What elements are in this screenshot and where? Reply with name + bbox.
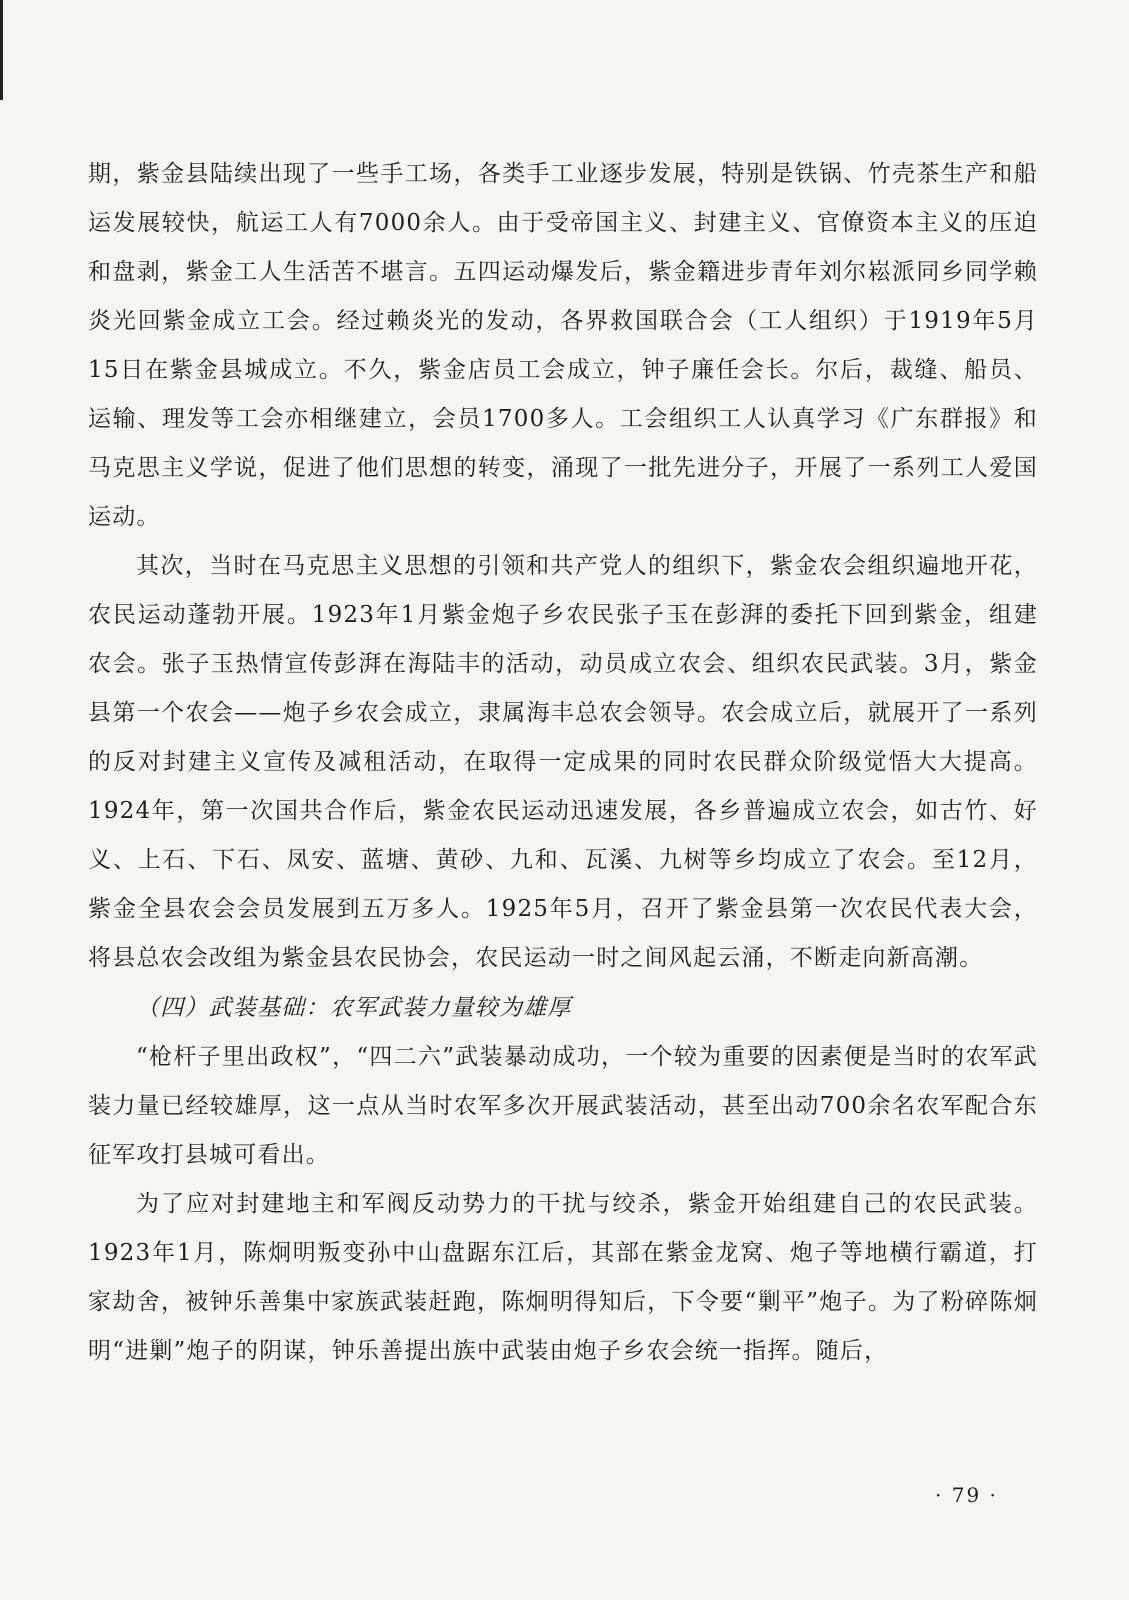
paragraph-workers-movement: 期，紫金县陆续出现了一些手工场，各类手工业逐步发展，特别是铁锅、竹壳茶生产和船运发展较快，航运工人有7000余人。由于受帝国主义、封建主义、官僚资本主义的压迫和盘剥，紫金工人生活苦不堪言。五四运动爆发后，紫金籍进步青年刘尔崧派同乡同学赖炎光回紫金成立工会。经过赖炎光的发动，各界救国联合会（工人组织）于1919年5月15日在紫金县城成立。不久，紫金店员工会成立，钟子廉任会长。尔后，裁缝、船员、运输、理发等工会亦相继建立，会员1700多人。工会组织工人认真学习《广东群报》和马克思主义学说，促进了他们思想的转变，涌现了一批先进分子，开展了一系列工人爱国运动。 (88, 161, 1038, 530)
section-heading-armed-foundation: （四）武装基础：农军武装力量较为雄厚 (136, 995, 572, 1021)
paragraph-peasant-armed-forces: 为了应对封建地主和军阀反动势力的干扰与绞杀，紫金开始组建自己的农民武装。1923年1月，陈炯明叛变孙中山盘踞东江后，其部在紫金龙窝、炮子等地横行霸道，打家劫舍，被钟乐善集中家族武装赶跑，陈炯明得知后，下令要“剿平”炮子。为了粉碎陈炯明“进剿”炮子的阴谋，钟乐善提出族中武装由炮子乡农会统一指挥。随后， (88, 1191, 1038, 1364)
paragraph-armed-strength: “枪杆子里出政权”，“四二六”武装暴动成功，一个较为重要的因素便是当时的农军武装力量已经较雄厚，这一点从当时农军多次开展武装活动，甚至出动700余名农军配合东征军攻打县城可看出。 (88, 1044, 1038, 1168)
paragraph-peasant-associations: 其次，当时在马克思主义思想的引领和共产党人的组织下，紫金农会组织遍地开花，农民运动蓬勃开展。1923年1月紫金炮子乡农民张子玉在彭湃的委托下回到紫金，组建农会。张子玉热情宣传彭湃在海陆丰的活动，动员成立农会、组织农民武装。3月，紫金县第一个农会——炮子乡农会成立，隶属海丰总农会领导。农会成立后，就展开了一系列的反对封建主义宣传及减租活动，在取得一定成果的同时农民群众阶级觉悟大大提高。1924年，第一次国共合作后，紫金农民运动迅速发展，各乡普遍成立农会，如古竹、好义、上石、下石、凤安、蓝塘、黄砂、九和、瓦溪、九树等乡均成立了农会。至12月，紫金全县农会会员发展到五万多人。1925年5月，召开了紫金县第一次农民代表大会，将县总农会改组为紫金县农民协会，农民运动一时之间风起云涌，不断走向新高潮。 (88, 553, 1038, 971)
scan-edge-mark (0, 0, 3, 100)
page-number: · 79 · (935, 1483, 998, 1507)
page-body (88, 150, 1038, 1376)
